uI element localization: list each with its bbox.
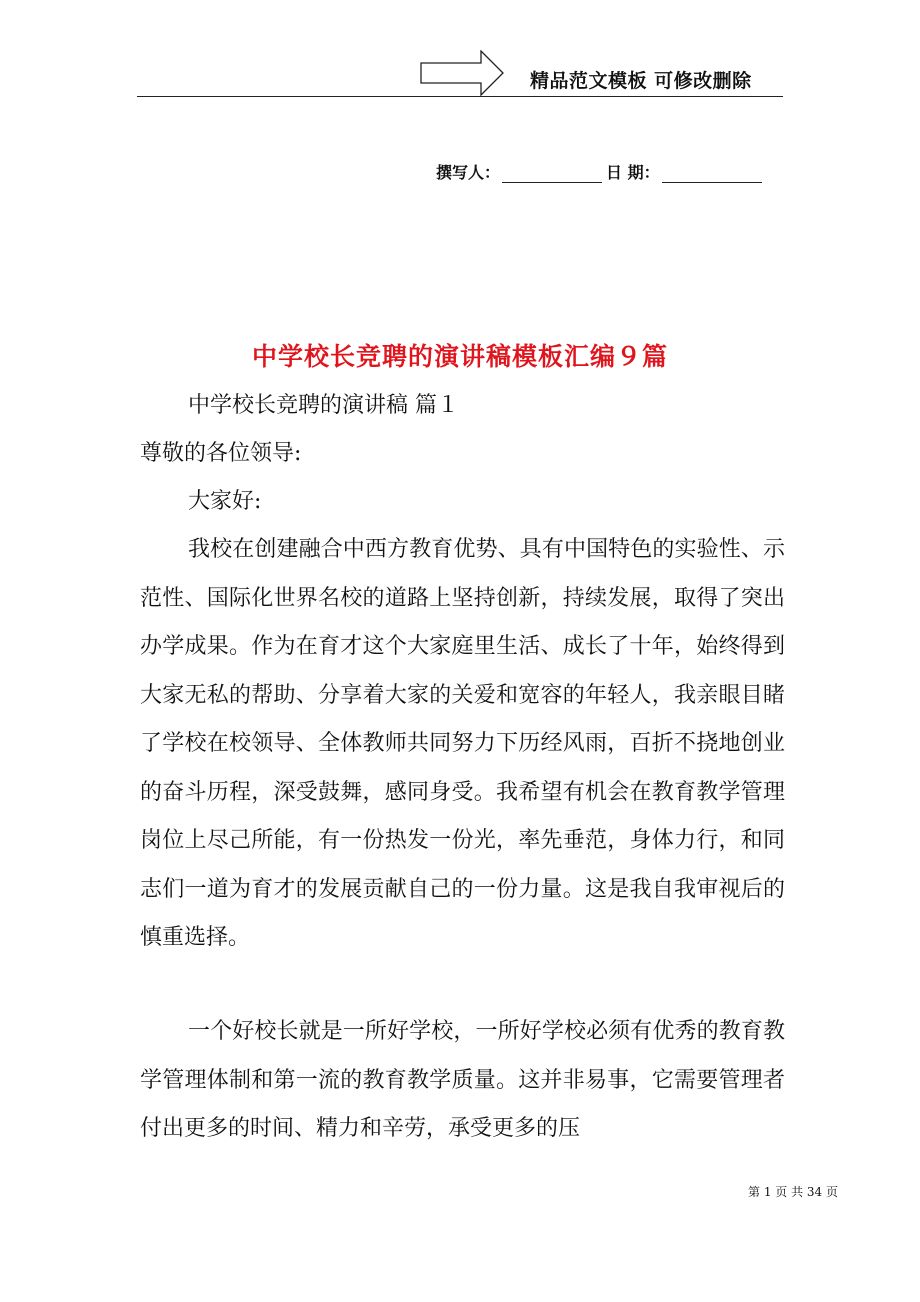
author-blank-field[interactable] <box>502 164 602 183</box>
author-label: 撰写人： <box>436 163 501 182</box>
greeting: 大家好: <box>188 489 262 514</box>
speech-subtitle: 中学校长竞聘的演讲稿 篇１ <box>188 393 459 418</box>
document-title: 中学校长竞聘的演讲稿模板汇编９篇 <box>251 342 668 371</box>
salutation: 尊敬的各位领导: <box>140 441 302 466</box>
template-tag: 精品范文模板 可修改删除 <box>530 70 752 92</box>
author-date-line <box>436 160 762 183</box>
date-label: 日 期： <box>606 163 660 182</box>
body-paragraph: 我校在创建融合中西方教育优势、具有中国特色的实验性、示范性、国际化世界名校的道路上坚持创新，持续发展，取得了突出办学成果。作为在育才这个大家庭里生活、成长了十年，始终得到大家无私的帮助、分享着大家的关爱和宽容的年轻人，我亲眼目睹了学校在校领导、全体教师共同努力下历经风雨，百折不挠地创业的奋斗历程，深受鼓舞，感同身受。我希望有机会在教育教学管理岗位上尽己所能，有一份热发一份光，率先垂范，身体力行，和同志们一道为育才的发展贡献自己的一份力量。这是我自我审视后的慎重选择。 <box>140 537 785 950</box>
page-number: 第 1 页 共 34 页 <box>748 1185 838 1199</box>
date-blank-field[interactable] <box>662 164 762 183</box>
body-paragraph: 一个好校长就是一所好学校，一所好学校必须有优秀的教育教学管理体制和第一流的教育教学质量。这并非易事，它需要管理者付出更多的时间、精力和辛劳，承受更多的压 <box>140 1019 785 1141</box>
right-arrow-icon <box>420 50 504 96</box>
header-divider <box>137 96 783 97</box>
